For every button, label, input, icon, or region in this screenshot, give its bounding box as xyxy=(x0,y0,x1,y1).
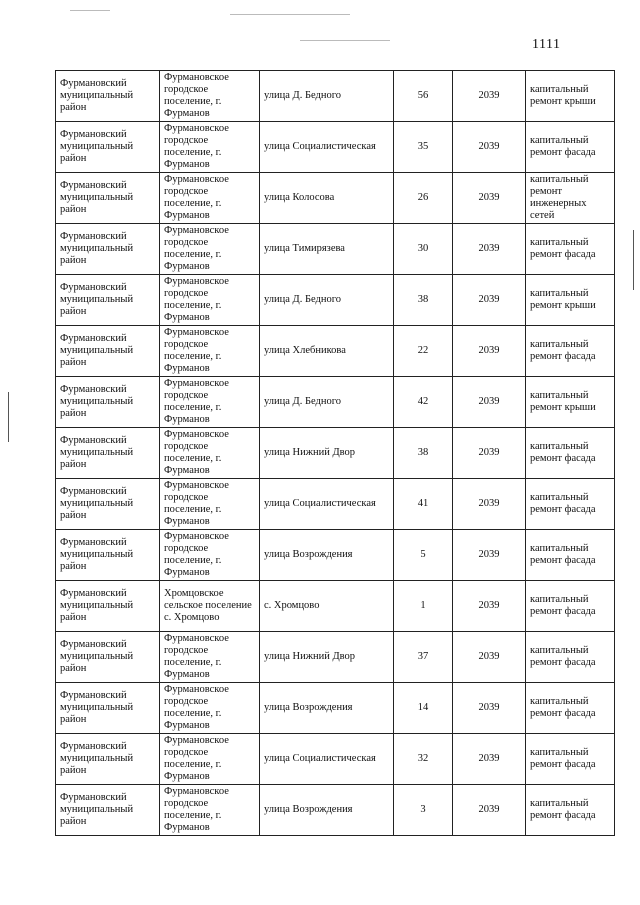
work-type-cell: капитальный ремонт фасада xyxy=(526,683,615,734)
year-cell: 2039 xyxy=(453,326,526,377)
municipal-district-cell: Фурмановский муниципальный район xyxy=(56,326,160,377)
municipal-district-cell: Фурмановский муниципальный район xyxy=(56,275,160,326)
street-cell: улица Тимирязева xyxy=(260,224,394,275)
settlement-cell: Фурмановское городское поселение, г. Фурманов xyxy=(160,785,260,836)
house-number-cell: 32 xyxy=(394,734,453,785)
street-cell: улица Возрождения xyxy=(260,530,394,581)
work-type-cell: капитальный ремонт крыши xyxy=(526,71,615,122)
work-type-cell: капитальный ремонт фасада xyxy=(526,530,615,581)
house-number-cell: 42 xyxy=(394,377,453,428)
year-cell: 2039 xyxy=(453,632,526,683)
municipal-district-cell: Фурмановский муниципальный район xyxy=(56,632,160,683)
work-type-cell: капитальный ремонт фасада xyxy=(526,224,615,275)
municipal-district-cell: Фурмановский муниципальный район xyxy=(56,224,160,275)
settlement-cell: Хромцовское сельское поселение с. Хромцово xyxy=(160,581,260,632)
street-cell: улица Колосова xyxy=(260,173,394,224)
house-number-cell: 14 xyxy=(394,683,453,734)
table-row xyxy=(56,122,615,173)
settlement-cell: Фурмановское городское поселение, г. Фурманов xyxy=(160,479,260,530)
year-cell: 2039 xyxy=(453,530,526,581)
work-type-cell: капитальный ремонт фасада xyxy=(526,479,615,530)
street-cell: улица Социалистическая xyxy=(260,734,394,785)
street-cell: улица Социалистическая xyxy=(260,479,394,530)
street-cell: улица Социалистическая xyxy=(260,122,394,173)
municipal-district-cell: Фурмановский муниципальный район xyxy=(56,683,160,734)
street-cell: улица Нижний Двор xyxy=(260,428,394,479)
house-number-cell: 5 xyxy=(394,530,453,581)
house-number-cell: 37 xyxy=(394,632,453,683)
municipal-district-cell: Фурмановский муниципальный район xyxy=(56,428,160,479)
work-type-cell: капитальный ремонт фасада xyxy=(526,326,615,377)
table-row xyxy=(56,377,615,428)
scan-margin-mark-left xyxy=(8,392,9,442)
settlement-cell: Фурмановское городское поселение, г. Фурманов xyxy=(160,428,260,479)
scan-margin-mark-right xyxy=(633,230,634,290)
table-row xyxy=(56,683,615,734)
year-cell: 2039 xyxy=(453,122,526,173)
table-row xyxy=(56,734,615,785)
scan-speck xyxy=(230,14,350,15)
table-row xyxy=(56,785,615,836)
house-number-cell: 38 xyxy=(394,428,453,479)
street-cell: улица Д. Бедного xyxy=(260,275,394,326)
municipal-district-cell: Фурмановский муниципальный район xyxy=(56,71,160,122)
street-cell: улица Возрождения xyxy=(260,683,394,734)
municipal-district-cell: Фурмановский муниципальный район xyxy=(56,122,160,173)
house-number-cell: 35 xyxy=(394,122,453,173)
table-row xyxy=(56,275,615,326)
table-row xyxy=(56,479,615,530)
year-cell: 2039 xyxy=(453,377,526,428)
street-cell: улица Д. Бедного xyxy=(260,71,394,122)
house-number-cell: 3 xyxy=(394,785,453,836)
work-type-cell: капитальный ремонт фасада xyxy=(526,122,615,173)
settlement-cell: Фурмановское городское поселение, г. Фурманов xyxy=(160,734,260,785)
house-number-cell: 22 xyxy=(394,326,453,377)
municipal-district-cell: Фурмановский муниципальный район xyxy=(56,479,160,530)
year-cell: 2039 xyxy=(453,581,526,632)
work-type-cell: капитальный ремонт фасада xyxy=(526,632,615,683)
work-type-cell: капитальный ремонт инженерных сетей xyxy=(526,173,615,224)
settlement-cell: Фурмановское городское поселение, г. Фурманов xyxy=(160,71,260,122)
work-type-cell: капитальный ремонт фасада xyxy=(526,581,615,632)
scan-speck xyxy=(300,40,390,41)
house-number-cell: 56 xyxy=(394,71,453,122)
work-type-cell: капитальный ремонт крыши xyxy=(526,377,615,428)
street-cell: улица Хлебникова xyxy=(260,326,394,377)
street-cell: улица Нижний Двор xyxy=(260,632,394,683)
table-row xyxy=(56,71,615,122)
municipal-district-cell: Фурмановский муниципальный район xyxy=(56,530,160,581)
settlement-cell: Фурмановское городское поселение, г. Фурманов xyxy=(160,377,260,428)
year-cell: 2039 xyxy=(453,428,526,479)
table-row xyxy=(56,581,615,632)
settlement-cell: Фурмановское городское поселение, г. Фурманов xyxy=(160,326,260,377)
work-type-cell: капитальный ремонт фасада xyxy=(526,428,615,479)
table-row xyxy=(56,173,615,224)
settlement-cell: Фурмановское городское поселение, г. Фурманов xyxy=(160,683,260,734)
table-row xyxy=(56,530,615,581)
street-cell: с. Хромцово xyxy=(260,581,394,632)
repair-schedule-table xyxy=(55,70,615,836)
house-number-cell: 38 xyxy=(394,275,453,326)
house-number-cell: 1 xyxy=(394,581,453,632)
settlement-cell: Фурмановское городское поселение, г. Фурманов xyxy=(160,275,260,326)
municipal-district-cell: Фурмановский муниципальный район xyxy=(56,173,160,224)
house-number-cell: 26 xyxy=(394,173,453,224)
year-cell: 2039 xyxy=(453,71,526,122)
street-cell: улица Д. Бедного xyxy=(260,377,394,428)
municipal-district-cell: Фурмановский муниципальный район xyxy=(56,581,160,632)
settlement-cell: Фурмановское городское поселение, г. Фурманов xyxy=(160,122,260,173)
year-cell: 2039 xyxy=(453,683,526,734)
house-number-cell: 30 xyxy=(394,224,453,275)
year-cell: 2039 xyxy=(453,479,526,530)
year-cell: 2039 xyxy=(453,275,526,326)
table-row xyxy=(56,326,615,377)
house-number-cell: 41 xyxy=(394,479,453,530)
settlement-cell: Фурмановское городское поселение, г. Фурманов xyxy=(160,530,260,581)
settlement-cell: Фурмановское городское поселение, г. Фурманов xyxy=(160,632,260,683)
settlement-cell: Фурмановское городское поселение, г. Фурманов xyxy=(160,173,260,224)
work-type-cell: капитальный ремонт фасада xyxy=(526,785,615,836)
work-type-cell: капитальный ремонт крыши xyxy=(526,275,615,326)
year-cell: 2039 xyxy=(453,224,526,275)
scan-speck xyxy=(70,10,110,11)
year-cell: 2039 xyxy=(453,173,526,224)
year-cell: 2039 xyxy=(453,734,526,785)
municipal-district-cell: Фурмановский муниципальный район xyxy=(56,785,160,836)
table-row xyxy=(56,428,615,479)
municipal-district-cell: Фурмановский муниципальный район xyxy=(56,377,160,428)
work-type-cell: капитальный ремонт фасада xyxy=(526,734,615,785)
page-number: 1111 xyxy=(532,37,561,52)
table-row xyxy=(56,632,615,683)
table-row xyxy=(56,224,615,275)
settlement-cell: Фурмановское городское поселение, г. Фурманов xyxy=(160,224,260,275)
municipal-district-cell: Фурмановский муниципальный район xyxy=(56,734,160,785)
year-cell: 2039 xyxy=(453,785,526,836)
street-cell: улица Возрождения xyxy=(260,785,394,836)
